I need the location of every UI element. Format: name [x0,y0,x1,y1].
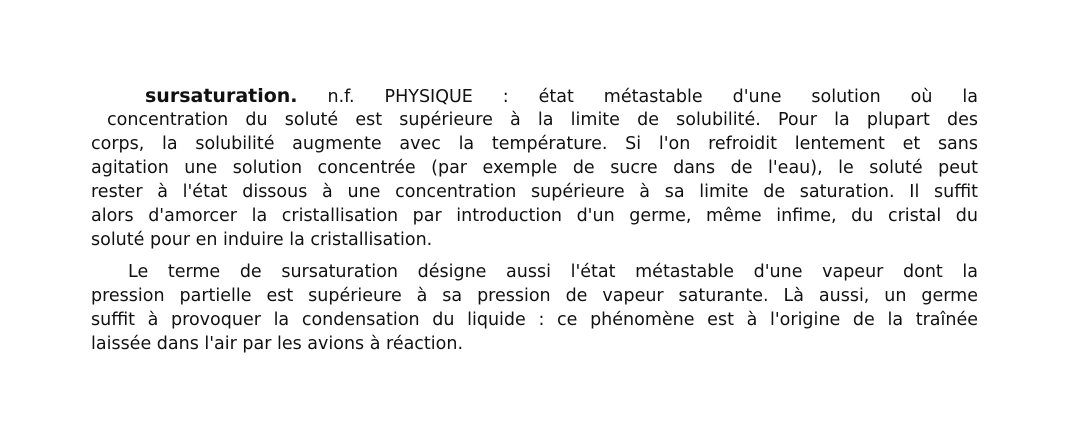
definition-start: n.f. PHYSIQUE : état métastable d'une solution où la [327,87,978,107]
secondary-paragraph [91,260,978,356]
definition-paragraph [91,84,978,252]
text-line: alors d'amorcer la cristallisation par introduction d'un germe, même infime, du cristal du [91,206,978,226]
dictionary-entry [91,84,978,356]
text-line [91,84,978,108]
text-line: soluté pour en induire la cristallisation. [91,230,433,250]
text-line: concentration du soluté est supérieure à la limite de solubilité. Pour la plupart des [107,110,978,130]
text-line: suffit à provoquer la condensation du liquide : ce phénomène est à l'origine de la traînée [91,310,978,330]
text-line: Le terme de sursaturation désigne aussi l'état métastable d'une vapeur dont la [128,262,978,282]
headword: sursaturation. [145,85,298,107]
text-line: pression partielle est supérieure à sa pression de vapeur saturante. Là aussi, un germe [91,286,978,306]
text-line: rester à l'état dissous à une concentration supérieure à sa limite de saturation. Il suffit [91,182,978,202]
text-line: agitation une solution concentrée (par exemple de sucre dans de l'eau), le soluté peut [91,158,978,178]
text-line: laissée dans l'air par les avions à réaction. [91,334,464,354]
text-line: corps, la solubilité augmente avec la température. Si l'on refroidit lentement et sans [91,134,978,154]
